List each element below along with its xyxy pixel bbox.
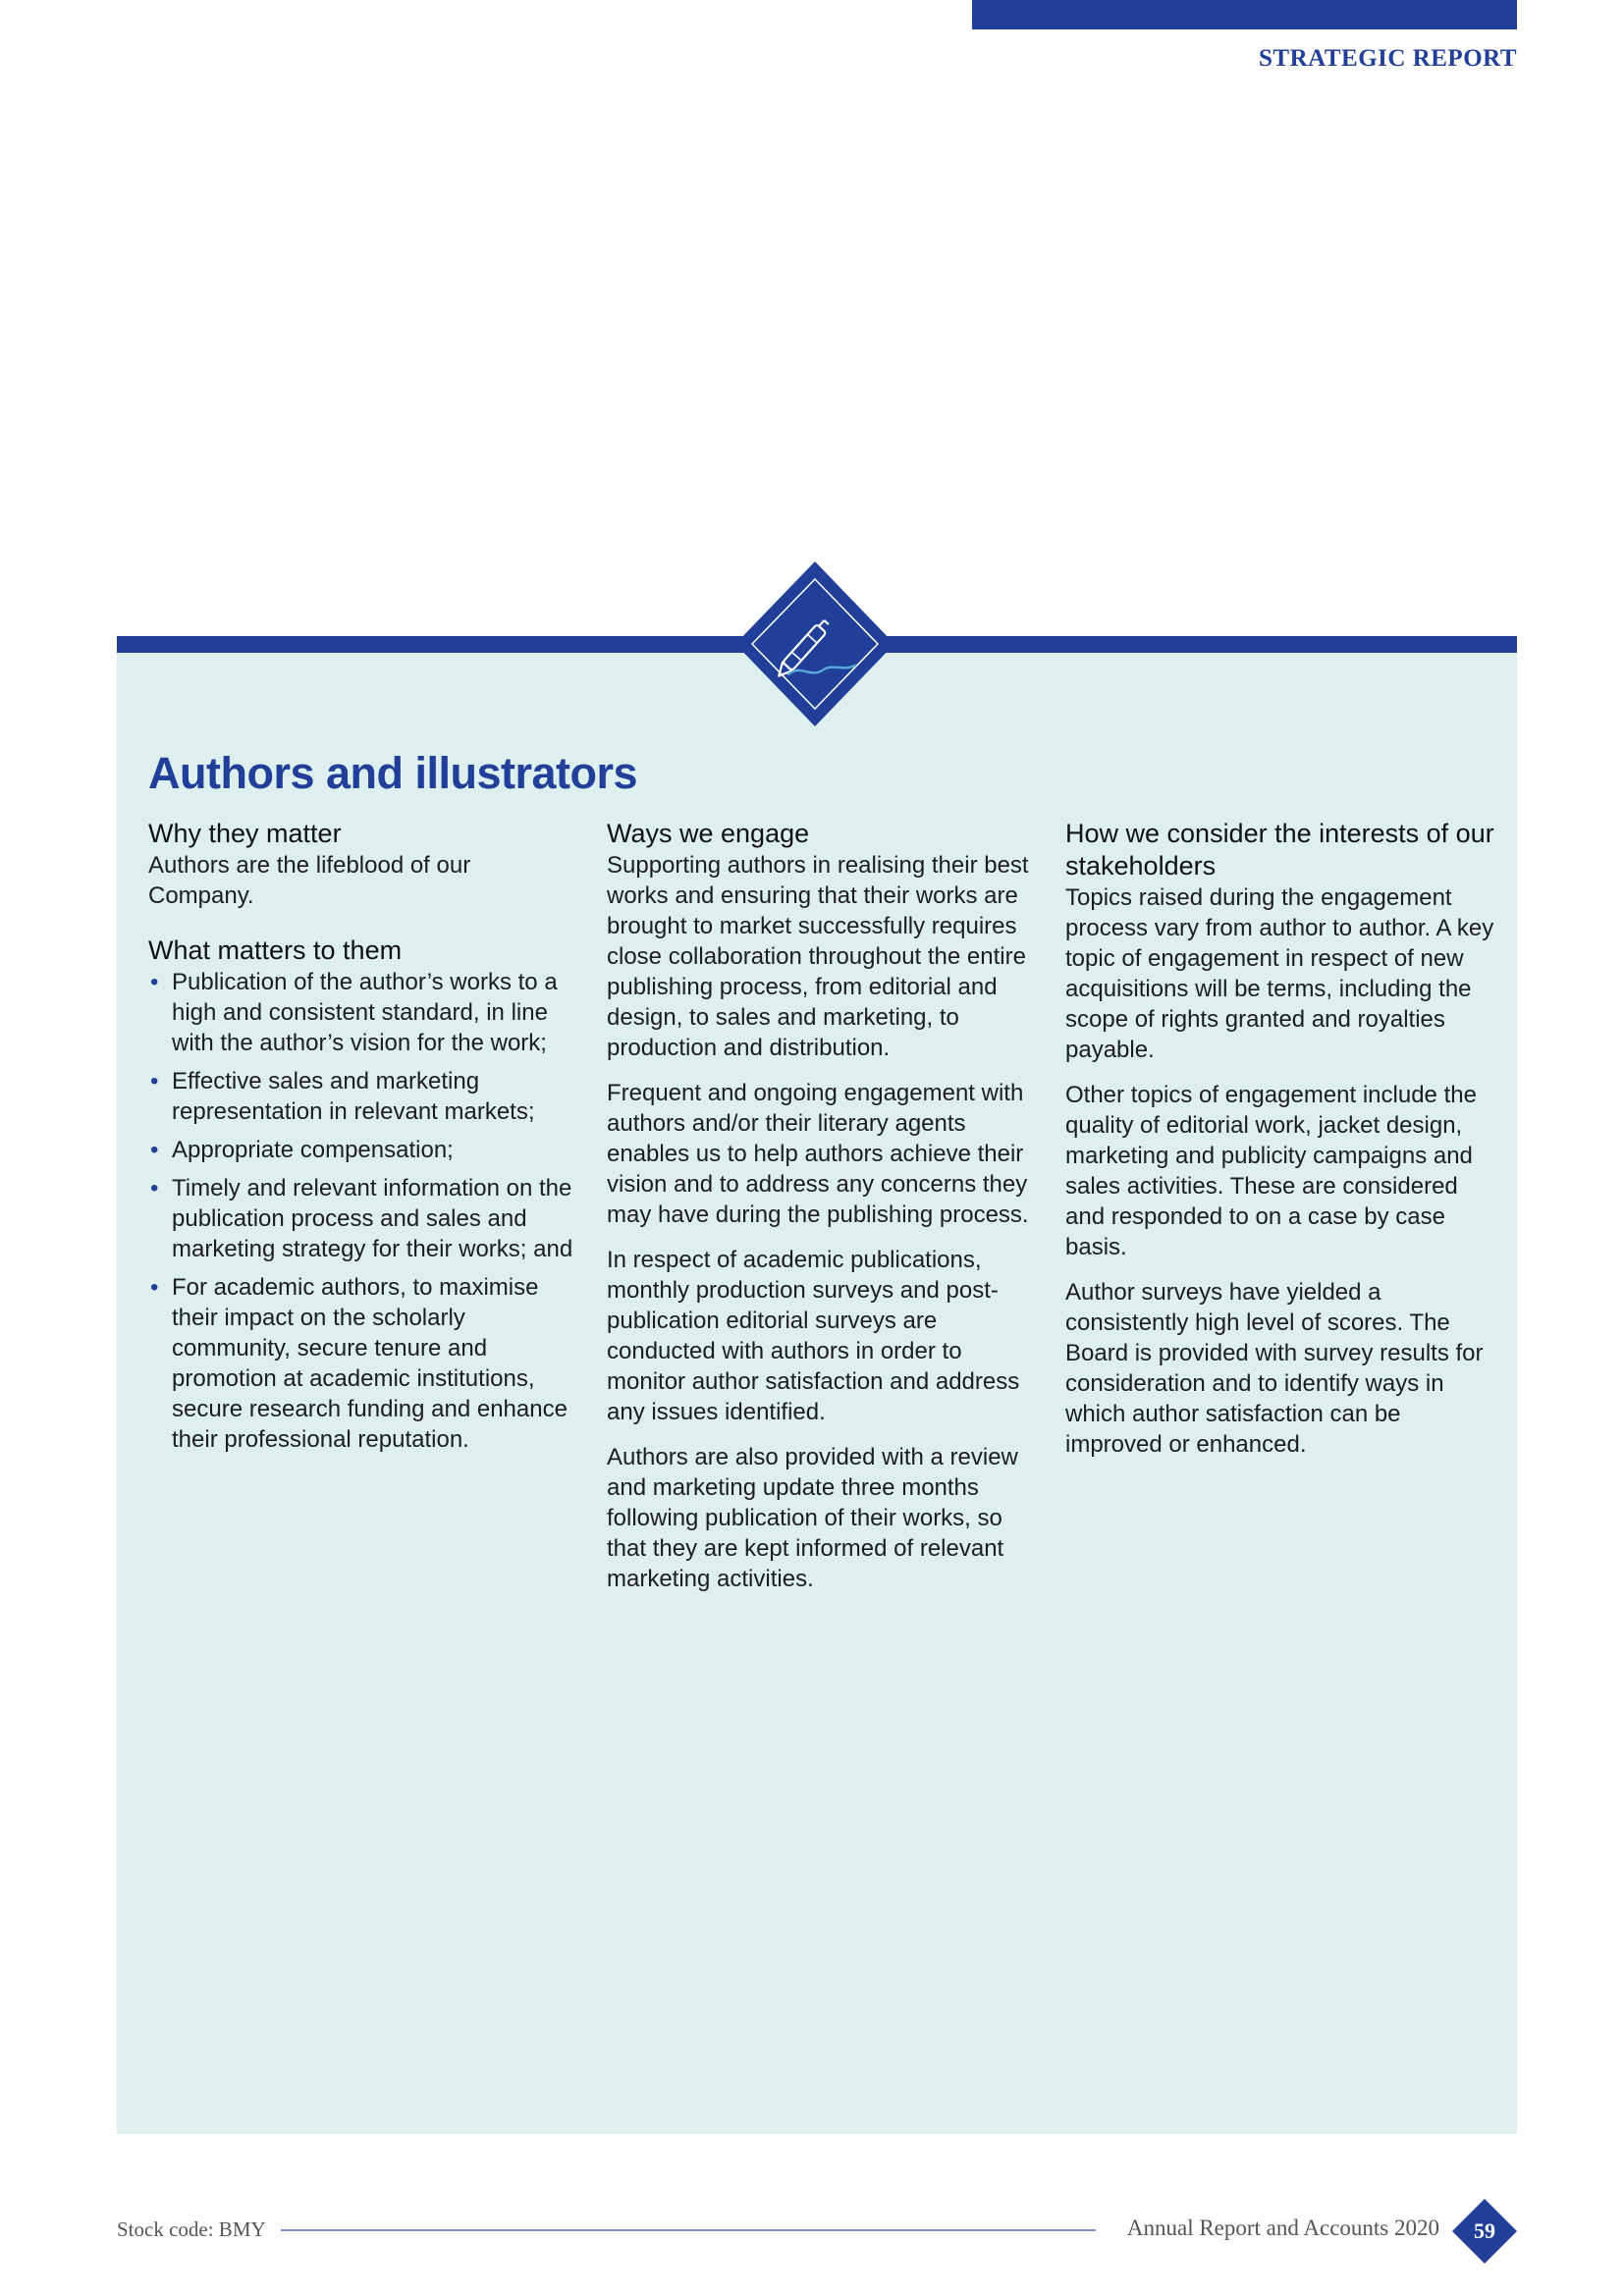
paragraph: Frequent and ongoing engagement with authors and/or their literary agents enables us to help authors achieve their vision and to address any concerns they may have during the publishing process. xyxy=(607,1080,1029,1228)
list-item: • Effective sales and marketing representation in relevant markets; xyxy=(150,1068,535,1125)
column-ways-we-engage xyxy=(607,818,1039,1609)
section-label: STRATEGIC REPORT xyxy=(1259,45,1517,72)
paragraph: In respect of academic publications, monthly production surveys and post-publication editorial surveys are conducted with authors in order to monitor author satisfaction and address any issues identified. xyxy=(607,1247,1020,1425)
list-item: • For academic authors, to maximise their impact on the scholarly community, secure tenure and promotion at academic institutions, secure research funding and enhance their professional reputation. xyxy=(150,1274,568,1453)
bullet-icon: • xyxy=(150,1068,159,1095)
heading-stakeholder-interests: How we consider the interests of our stakeholders xyxy=(1065,819,1494,881)
bullet-icon: • xyxy=(150,1137,159,1163)
emblem xyxy=(731,558,898,730)
paragraph: Authors are the lifeblood of our Company. xyxy=(148,852,471,909)
top-accent-bar xyxy=(972,0,1517,29)
heading-what-matters: What matters to them xyxy=(148,935,403,965)
stock-code: Stock code: BMY xyxy=(117,2217,266,2241)
paragraph: Authors are also provided with a review and marketing update three months following publication of their works, so that they are kept informed of relevant marketing activities. xyxy=(607,1444,1018,1592)
column-stakeholder-interests xyxy=(1065,818,1497,1474)
bullet-list xyxy=(148,967,580,1455)
paragraph: Supporting authors in realising their best works and ensuring that their works are brought to market successfully requires close collaboration throughout the entire publishing process, from editorial and design, to sales and marketing, to production and distribution. xyxy=(607,852,1029,1061)
paragraph: Other topics of engagement include the quality of editorial work, jacket design, marketing and publicity campaigns and sales activities. These are considered and responded to on a case by case basis. xyxy=(1065,1082,1477,1260)
footer-divider xyxy=(281,2229,1096,2231)
heading-ways-we-engage: Ways we engage xyxy=(607,819,810,848)
list-item: • Appropriate compensation; xyxy=(150,1137,454,1163)
bullet-icon: • xyxy=(150,1175,159,1201)
bullet-icon: • xyxy=(150,969,159,995)
page-number: 59 xyxy=(1474,2218,1495,2243)
bullet-icon: • xyxy=(150,1274,159,1301)
report-title: Annual Report and Accounts 2020 xyxy=(1126,2216,1439,2240)
heading-why-they-matter: Why they matter xyxy=(148,819,342,848)
page-title: Authors and illustrators xyxy=(148,748,638,798)
column-why-they-matter xyxy=(148,818,580,1463)
paragraph: Topics raised during the engagement process vary from author to author. A key topic of engagement in respect of new acquisitions will be terms, including the scope of rights granted and royalties payable. xyxy=(1065,884,1494,1063)
paragraph: Author surveys have yielded a consistently high level of scores. The Board is provided with survey results for consideration and to identify ways in which author satisfaction can be improved or enhanced. xyxy=(1065,1279,1484,1458)
list-item: • Timely and relevant information on the publication process and sales and marketing strategy for their works; and xyxy=(150,1175,573,1262)
list-item: • Publication of the author’s works to a high and consistent standard, in line with the author’s vision for the work; xyxy=(150,969,558,1056)
